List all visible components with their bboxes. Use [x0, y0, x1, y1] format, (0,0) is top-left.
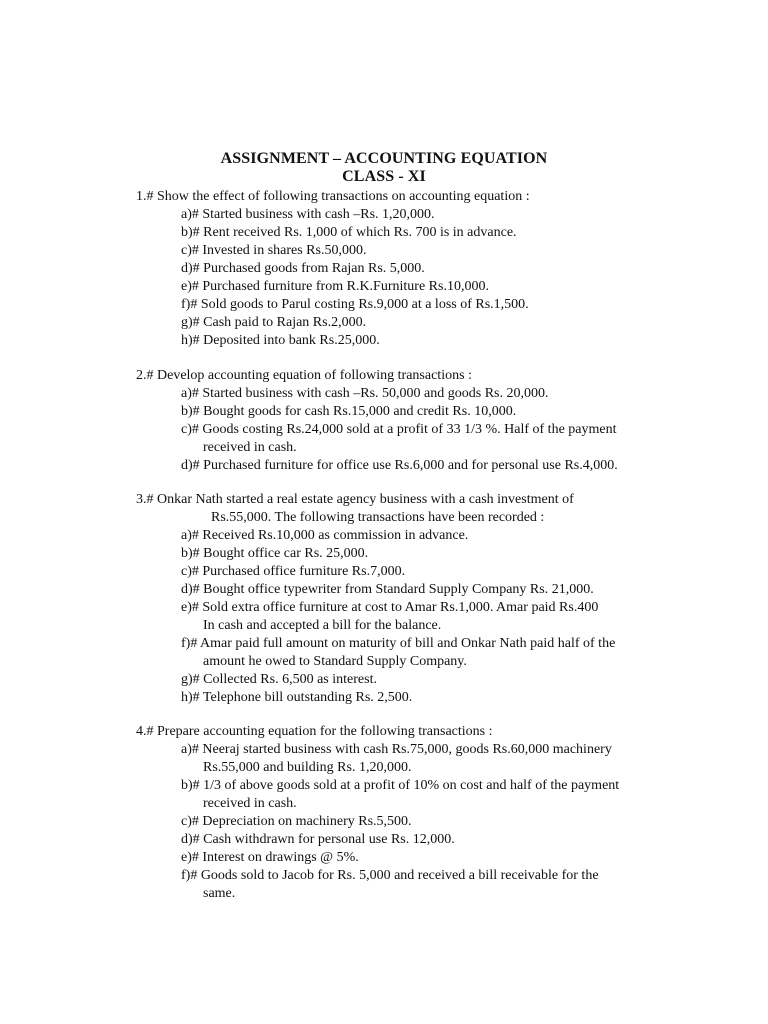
- list-item: [181, 206, 696, 224]
- list-item: [181, 457, 696, 475]
- list-item: [181, 385, 696, 403]
- item-text: e)# Sold extra office furniture at cost to Amar Rs.1,000. Amar paid Rs.400: [181, 600, 599, 615]
- item-text: b)# Rent received Rs. 1,000 of which Rs. 700 is in advance.: [181, 225, 517, 240]
- list-item: [181, 867, 696, 903]
- item-text: d)# Bought office typewriter from Standard Supply Company Rs. 21,000.: [181, 582, 594, 597]
- item-text: f)# Amar paid full amount on maturity of bill and Onkar Nath paid half of the: [181, 636, 616, 651]
- question-heading: 2.# Develop accounting equation of following transactions :: [136, 368, 472, 383]
- question-heading-continued: Rs.55,000. The following transactions have been recorded :: [211, 510, 545, 525]
- item-text: b)# Bought office car Rs. 25,000.: [181, 546, 369, 561]
- item-text-continued: same.: [203, 886, 236, 901]
- item-text-continued: amount he owed to Standard Supply Company.: [203, 654, 467, 669]
- list-item: [181, 813, 696, 831]
- item-text: d)# Purchased furniture for office use Rs.6,000 and for personal use Rs.4,000.: [181, 458, 618, 473]
- question-3: [136, 491, 696, 707]
- item-text-continued: received in cash.: [203, 440, 297, 455]
- item-text: c)# Depreciation on machinery Rs.5,500.: [181, 814, 412, 829]
- question-heading: 3.# Onkar Nath started a real estate agency business with a cash investment of: [136, 492, 574, 507]
- list-item: [181, 689, 696, 707]
- item-text: c)# Invested in shares Rs.50,000.: [181, 243, 367, 258]
- item-text-continued: Rs.55,000 and building Rs. 1,20,000.: [203, 760, 412, 775]
- list-item: [181, 563, 696, 581]
- list-item: [181, 599, 696, 635]
- item-text: f)# Sold goods to Parul costing Rs.9,000 at a loss of Rs.1,500.: [181, 297, 529, 312]
- list-item: [181, 635, 696, 671]
- item-text: d)# Cash withdrawn for personal use Rs. 12,000.: [181, 832, 455, 847]
- transaction-list: [136, 741, 696, 903]
- item-text: a)# Started business with cash –Rs. 50,000 and goods Rs. 20,000.: [181, 386, 549, 401]
- item-text: h)# Deposited into bank Rs.25,000.: [181, 333, 380, 348]
- list-item: [181, 581, 696, 599]
- list-item: [181, 314, 696, 332]
- question-heading: 1.# Show the effect of following transactions on accounting equation :: [136, 189, 530, 204]
- list-item: [181, 831, 696, 849]
- item-text: e)# Purchased furniture from R.K.Furniture Rs.10,000.: [181, 279, 489, 294]
- list-item: [181, 242, 696, 260]
- list-item: [181, 296, 696, 314]
- item-text: f)# Goods sold to Jacob for Rs. 5,000 and received a bill receivable for the: [181, 868, 599, 883]
- document-title: ASSIGNMENT – ACCOUNTING EQUATION: [220, 150, 548, 167]
- list-item: [181, 260, 696, 278]
- list-item: [181, 849, 696, 867]
- item-text: d)# Purchased goods from Rajan Rs. 5,000.: [181, 261, 425, 276]
- list-item: [181, 278, 696, 296]
- list-item: [181, 545, 696, 563]
- document-subtitle: CLASS - XI: [342, 168, 426, 185]
- transaction-list: [136, 527, 696, 707]
- transaction-list: [136, 385, 696, 475]
- question-2: [136, 367, 696, 475]
- item-text-continued: received in cash.: [203, 796, 297, 811]
- item-text: c)# Goods costing Rs.24,000 sold at a profit of 33 1/3 %. Half of the payment: [181, 422, 617, 437]
- item-text: h)# Telephone bill outstanding Rs. 2,500.: [181, 690, 413, 705]
- list-item: [181, 527, 696, 545]
- question-heading: 4.# Prepare accounting equation for the following transactions :: [136, 724, 493, 739]
- item-text: a)# Neeraj started business with cash Rs.75,000, goods Rs.60,000 machinery: [181, 742, 612, 757]
- item-text: b)# Bought goods for cash Rs.15,000 and credit Rs. 10,000.: [181, 404, 517, 419]
- list-item: [181, 224, 696, 242]
- question-1: [136, 188, 696, 350]
- list-item: [181, 777, 696, 813]
- item-text: g)# Cash paid to Rajan Rs.2,000.: [181, 315, 367, 330]
- item-text: a)# Started business with cash –Rs. 1,20,000.: [181, 207, 435, 222]
- list-item: [181, 671, 696, 689]
- item-text: c)# Purchased office furniture Rs.7,000.: [181, 564, 406, 579]
- list-item: [181, 741, 696, 777]
- item-text: a)# Received Rs.10,000 as commission in advance.: [181, 528, 469, 543]
- list-item: [181, 421, 696, 457]
- transaction-list: [136, 206, 696, 350]
- question-4: [136, 723, 696, 903]
- list-item: [181, 332, 696, 350]
- item-text: e)# Interest on drawings @ 5%.: [181, 850, 359, 865]
- item-text-continued: In cash and accepted a bill for the balance.: [203, 618, 442, 633]
- item-text: g)# Collected Rs. 6,500 as interest.: [181, 672, 377, 687]
- item-text: b)# 1/3 of above goods sold at a profit of 10% on cost and half of the payment: [181, 778, 620, 793]
- list-item: [181, 403, 696, 421]
